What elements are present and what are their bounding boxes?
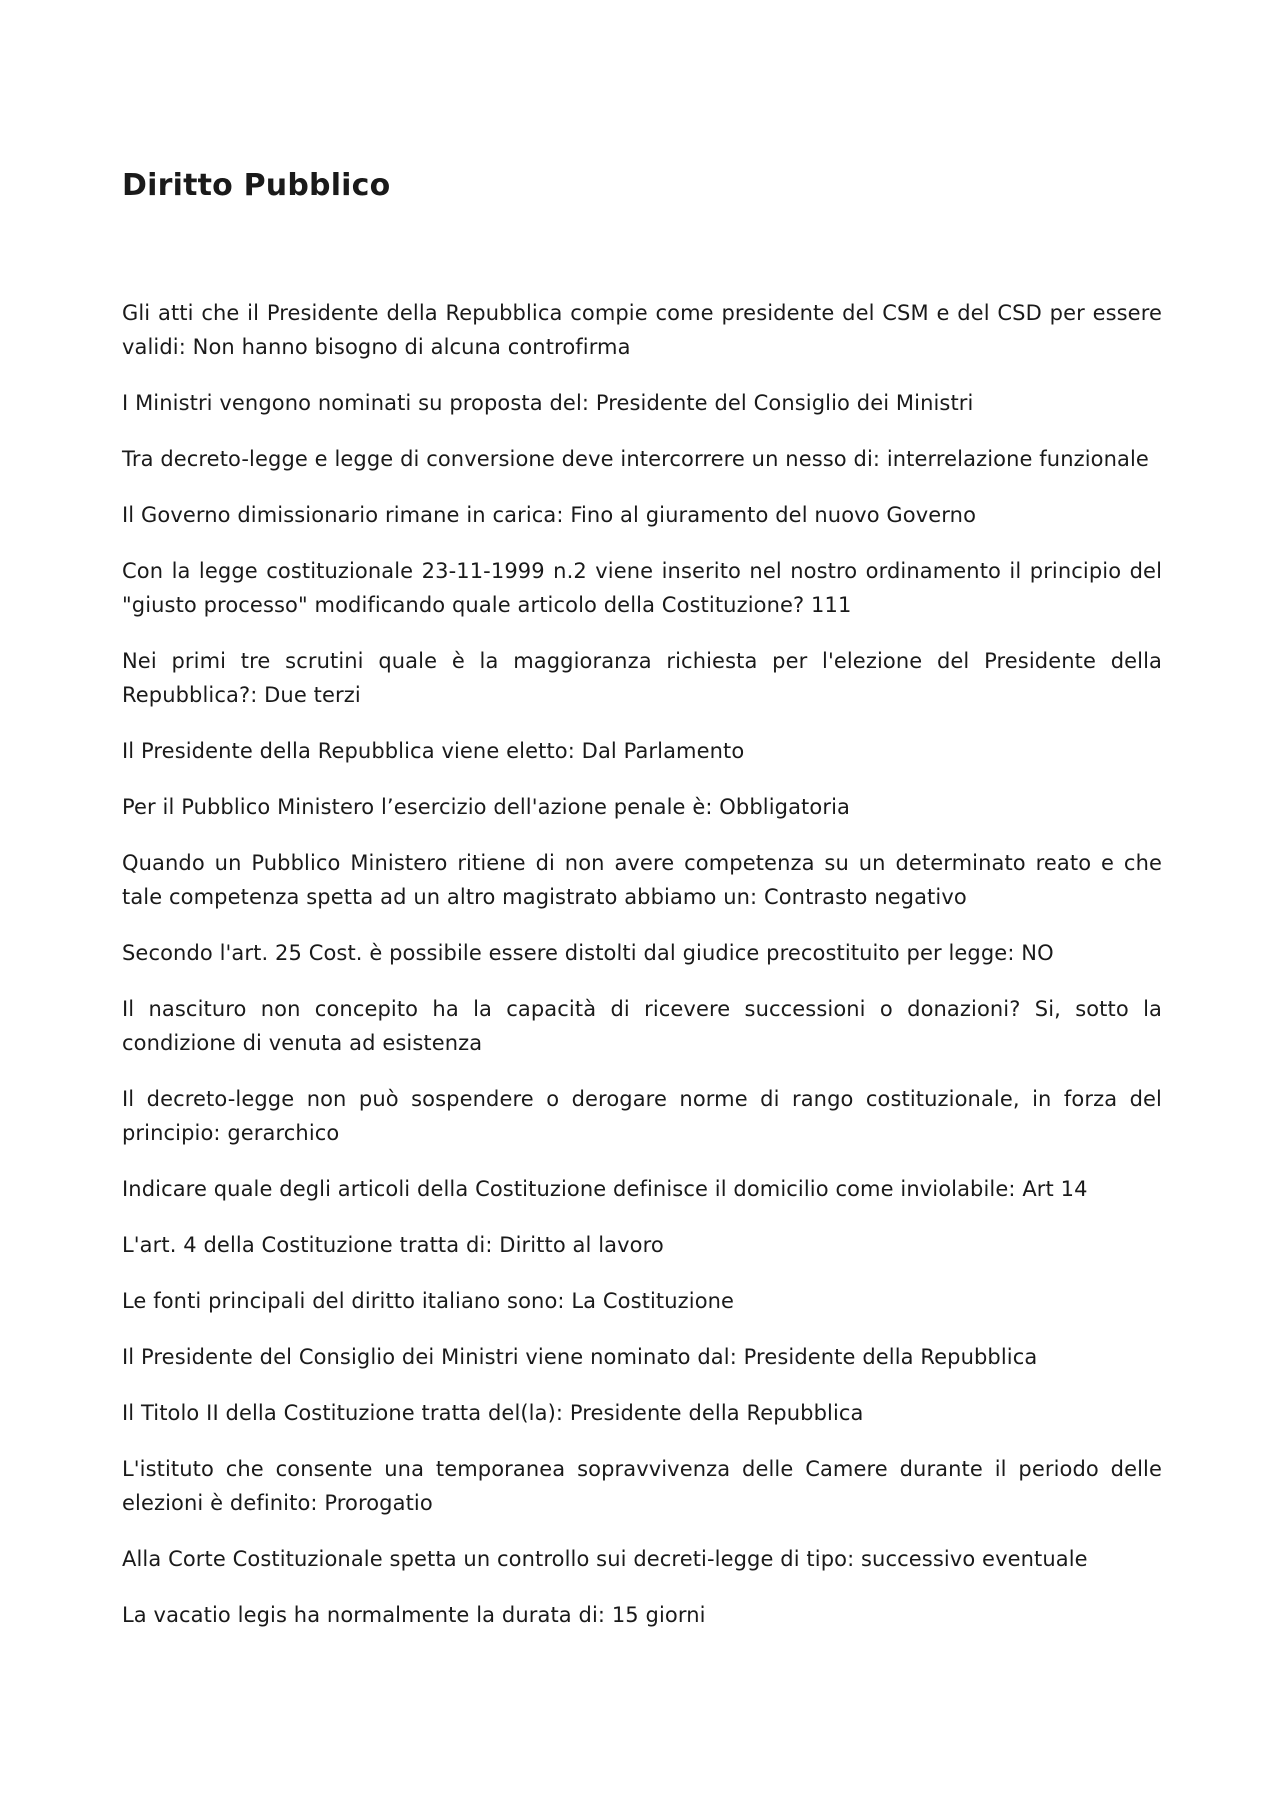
qa-item: La vacatio legis ha normalmente la durata di: 15 giorni <box>122 1603 706 1627</box>
qa-item: Quando un Pubblico Ministero ritiene di non avere competenza su un determinato reato e che tale competenza spetta ad un altro magistrato abbiamo un: Contrasto negativo <box>122 851 1162 909</box>
question-answer-list <box>122 296 1162 1632</box>
qa-item: Indicare quale degli articoli della Costituzione definisce il domicilio come inviolabile: Art 14 <box>122 1177 1088 1201</box>
document-page <box>122 160 1162 1654</box>
qa-item: Il Presidente della Repubblica viene eletto: Dal Parlamento <box>122 739 745 763</box>
qa-item: Il Governo dimissionario rimane in carica: Fino al giuramento del nuovo Governo <box>122 503 977 527</box>
qa-item: Tra decreto-legge e legge di conversione deve intercorrere un nesso di: interrelazione funzionale <box>122 447 1149 471</box>
qa-item: I Ministri vengono nominati su proposta del: Presidente del Consiglio dei Ministri <box>122 391 974 415</box>
qa-item: Per il Pubblico Ministero l’esercizio dell'azione penale è: Obbligatoria <box>122 795 850 819</box>
qa-item: L'art. 4 della Costituzione tratta di: Diritto al lavoro <box>122 1233 664 1257</box>
qa-item: Le fonti principali del diritto italiano sono: La Costituzione <box>122 1289 735 1313</box>
qa-item: Secondo l'art. 25 Cost. è possibile essere distolti dal giudice precostituito per legge: NO <box>122 941 1054 965</box>
qa-item: Nei primi tre scrutini quale è la maggioranza richiesta per l'elezione del Presidente della Repubblica?: Due terzi <box>122 649 1162 707</box>
document-title: Diritto Pubblico <box>122 168 391 203</box>
qa-item: Il Titolo II della Costituzione tratta del(la): Presidente della Repubblica <box>122 1401 864 1425</box>
qa-item: Con la legge costituzionale 23-11-1999 n.2 viene inserito nel nostro ordinamento il principio del "giusto processo" modificando quale articolo della Costituzione? 111 <box>122 559 1162 617</box>
qa-item: Alla Corte Costituzionale spetta un controllo sui decreti-legge di tipo: successivo eventuale <box>122 1547 1088 1571</box>
qa-item: L'istituto che consente una temporanea sopravvivenza delle Camere durante il periodo delle elezioni è definito: Prorogatio <box>122 1457 1162 1515</box>
qa-item: Il Presidente del Consiglio dei Ministri viene nominato dal: Presidente della Repubblica <box>122 1345 1038 1369</box>
qa-item: Gli atti che il Presidente della Repubblica compie come presidente del CSM e del CSD per essere validi: Non hanno bisogno di alcuna controfirma <box>122 301 1162 359</box>
qa-item: Il decreto-legge non può sospendere o derogare norme di rango costituzionale, in forza del principio: gerarchico <box>122 1087 1162 1145</box>
qa-item: Il nascituro non concepito ha la capacità di ricevere successioni o donazioni? Si, sotto la condizione di venuta ad esistenza <box>122 997 1162 1055</box>
